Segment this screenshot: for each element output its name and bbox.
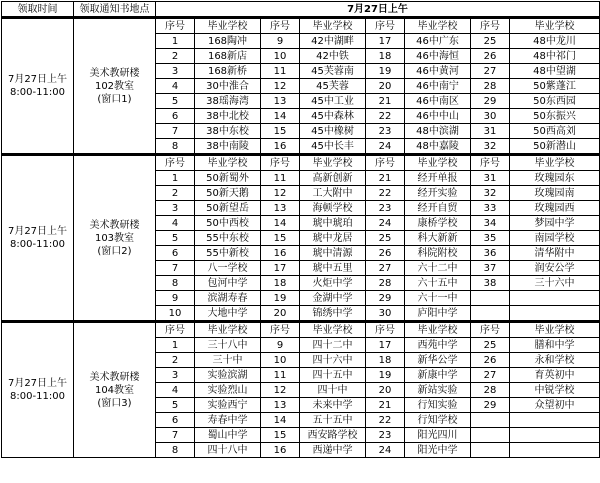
school-cell: 48中嘉陵: [405, 139, 471, 155]
pickup-place-cell: [74, 322, 156, 458]
school-column-header: 毕业学校: [195, 322, 261, 338]
seq-cell: 9: [261, 338, 300, 353]
seq-cell: 22: [366, 413, 405, 428]
school-cell: 玫瑰园西: [510, 201, 600, 216]
school-column-header: 毕业学校: [510, 18, 600, 34]
school-cell: 四十八中: [195, 443, 261, 458]
pickup-time-text: 7月27日上午: [7, 378, 68, 389]
seq-cell: 27: [366, 261, 405, 276]
seq-column-header: 序号: [366, 155, 405, 171]
seq-cell: 24: [366, 216, 405, 231]
pickup-time-cell: [2, 18, 74, 155]
pickup-place-text: 102教室: [94, 80, 135, 92]
seq-cell: 20: [366, 79, 405, 94]
school-cell: 润安公学: [510, 261, 600, 276]
school-cell: [510, 306, 600, 322]
seq-cell: 21: [366, 171, 405, 186]
school-column-header: 毕业学校: [405, 322, 471, 338]
seq-column-header: 序号: [261, 322, 300, 338]
time-column-header: 领取时间: [2, 2, 74, 18]
seq-cell: 28: [366, 276, 405, 291]
seq-cell: 25: [471, 338, 510, 353]
seq-cell: 27: [471, 64, 510, 79]
seq-cell: 19: [366, 368, 405, 383]
school-column-header: 毕业学校: [195, 18, 261, 34]
school-cell: 玫瑰园南: [510, 186, 600, 201]
school-cell: 46中南宁: [405, 79, 471, 94]
school-cell: 蜀山中学: [195, 428, 261, 443]
seq-cell: 28: [471, 383, 510, 398]
seq-cell: 28: [471, 79, 510, 94]
seq-cell: 10: [156, 306, 195, 322]
school-cell: 科大新新: [405, 231, 471, 246]
group-header-row: [2, 155, 600, 171]
school-cell: 48中祁门: [510, 49, 600, 64]
pickup-time-text: 7月27日上午: [7, 226, 68, 237]
school-cell: 新华公学: [405, 353, 471, 368]
pickup-place-text: (窗口2): [97, 245, 132, 257]
pickup-place-cell: [74, 155, 156, 322]
seq-column-header: 序号: [471, 18, 510, 34]
school-cell: 阳光中学: [405, 443, 471, 458]
seq-cell: 2: [156, 353, 195, 368]
school-cell: 46中南区: [405, 94, 471, 109]
seq-column-header: 序号: [471, 155, 510, 171]
school-cell: 五十五中: [300, 413, 366, 428]
seq-cell: 15: [261, 124, 300, 139]
school-cell: 八一学校: [195, 261, 261, 276]
school-column-header: 毕业学校: [195, 155, 261, 171]
seq-cell: 17: [366, 338, 405, 353]
pickup-time-text: 8:00-11:00: [10, 239, 65, 250]
seq-cell: 36: [471, 246, 510, 261]
school-cell: 金湖中学: [300, 291, 366, 306]
seq-column-header: 序号: [471, 322, 510, 338]
date-header: 7月27日上午: [156, 2, 600, 18]
seq-cell: 1: [156, 34, 195, 49]
seq-cell: 37: [471, 261, 510, 276]
seq-cell: 18: [261, 276, 300, 291]
seq-cell: 10: [261, 353, 300, 368]
seq-cell: 31: [471, 171, 510, 186]
school-cell: 55中东校: [195, 231, 261, 246]
seq-cell: 30: [471, 109, 510, 124]
place-column-header: 领取通知书地点: [74, 2, 156, 18]
school-column-header: 毕业学校: [405, 18, 471, 34]
school-cell: 四十中: [300, 383, 366, 398]
school-cell: 清华附中: [510, 246, 600, 261]
school-column-header: 毕业学校: [405, 155, 471, 171]
school-cell: 38中南陵: [195, 139, 261, 155]
seq-cell: 5: [156, 231, 195, 246]
school-cell: [510, 428, 600, 443]
school-column-header: 毕业学校: [510, 322, 600, 338]
seq-cell: 8: [156, 276, 195, 291]
seq-cell: 20: [261, 306, 300, 322]
school-cell: 六十二中: [405, 261, 471, 276]
school-cell: 四十六中: [300, 353, 366, 368]
seq-cell: 21: [366, 94, 405, 109]
seq-cell: 35: [471, 231, 510, 246]
school-cell: 38中东校: [195, 124, 261, 139]
school-cell: 45中工业: [300, 94, 366, 109]
school-cell: 三十六中: [510, 276, 600, 291]
school-cell: 琥中清源: [300, 246, 366, 261]
school-cell: 45芙蓉: [300, 79, 366, 94]
school-cell: 南园学校: [510, 231, 600, 246]
school-cell: 大地中学: [195, 306, 261, 322]
seq-cell: 26: [471, 353, 510, 368]
school-cell: [510, 291, 600, 306]
seq-cell: 4: [156, 216, 195, 231]
school-cell: 48中龙川: [510, 34, 600, 49]
seq-cell: 18: [366, 353, 405, 368]
seq-column-header: 序号: [261, 155, 300, 171]
seq-cell: 23: [366, 428, 405, 443]
pickup-place-text: 103教室: [94, 232, 135, 244]
school-column-header: 毕业学校: [300, 155, 366, 171]
seq-cell: 8: [156, 443, 195, 458]
school-cell: 46中广东: [405, 34, 471, 49]
seq-cell: 6: [156, 413, 195, 428]
school-cell: 50中西校: [195, 216, 261, 231]
school-cell: 50新蜀外: [195, 171, 261, 186]
school-cell: 新站实验: [405, 383, 471, 398]
seq-cell: 11: [261, 368, 300, 383]
pickup-time-text: 8:00-11:00: [10, 391, 65, 402]
seq-cell: 30: [366, 306, 405, 322]
school-cell: 高新创新: [300, 171, 366, 186]
seq-cell: [471, 413, 510, 428]
school-cell: 经开自贸: [405, 201, 471, 216]
seq-cell: 7: [156, 428, 195, 443]
school-cell: 50新潜山: [510, 139, 600, 155]
school-cell: 45芙蓉南: [300, 64, 366, 79]
school-cell: 经开实验: [405, 186, 471, 201]
seq-cell: 14: [261, 109, 300, 124]
seq-column-header: 序号: [156, 322, 195, 338]
seq-cell: 14: [261, 216, 300, 231]
school-cell: 六十一中: [405, 291, 471, 306]
school-cell: 四十五中: [300, 368, 366, 383]
school-cell: 46中海恒: [405, 49, 471, 64]
school-cell: 滨湖寿春: [195, 291, 261, 306]
school-cell: 火炬中学: [300, 276, 366, 291]
seq-cell: 24: [366, 443, 405, 458]
seq-cell: 33: [471, 201, 510, 216]
pickup-time-text: 8:00-11:00: [10, 87, 65, 98]
school-cell: 42中湖畔: [300, 34, 366, 49]
school-cell: 西递中学: [300, 443, 366, 458]
seq-cell: 7: [156, 261, 195, 276]
school-cell: 三十八中: [195, 338, 261, 353]
school-cell: 六十五中: [405, 276, 471, 291]
school-cell: 42中铁: [300, 49, 366, 64]
seq-cell: 31: [471, 124, 510, 139]
seq-cell: 27: [471, 368, 510, 383]
school-cell: 阳光四川: [405, 428, 471, 443]
seq-cell: 20: [366, 383, 405, 398]
pickup-place-text: (窗口1): [97, 93, 132, 105]
pickup-place-text: 美术教研楼: [89, 219, 140, 231]
school-column-header: 毕业学校: [510, 155, 600, 171]
seq-cell: 22: [366, 186, 405, 201]
seq-cell: 32: [471, 186, 510, 201]
school-cell: 实验西宁: [195, 398, 261, 413]
seq-cell: 8: [156, 139, 195, 155]
seq-column-header: 序号: [156, 18, 195, 34]
school-cell: 45中长丰: [300, 139, 366, 155]
seq-cell: 12: [261, 186, 300, 201]
school-cell: 膳和中学: [510, 338, 600, 353]
school-cell: 新康中学: [405, 368, 471, 383]
seq-cell: 7: [156, 124, 195, 139]
seq-cell: 17: [366, 34, 405, 49]
school-cell: 实验烈山: [195, 383, 261, 398]
school-cell: 实验滨湖: [195, 368, 261, 383]
school-cell: [510, 413, 600, 428]
school-cell: 45中森林: [300, 109, 366, 124]
seq-cell: 12: [261, 383, 300, 398]
school-cell: [510, 443, 600, 458]
school-cell: 46中黄河: [405, 64, 471, 79]
seq-cell: 16: [261, 443, 300, 458]
school-cell: 168新桥: [195, 64, 261, 79]
school-cell: 锦绣中学: [300, 306, 366, 322]
school-cell: 包河中学: [195, 276, 261, 291]
school-cell: 琥中龙居: [300, 231, 366, 246]
seq-cell: 32: [471, 139, 510, 155]
seq-cell: [471, 443, 510, 458]
school-cell: 行知学校: [405, 413, 471, 428]
school-cell: 琥中五里: [300, 261, 366, 276]
table-header-row: [2, 2, 600, 18]
seq-column-header: 序号: [366, 322, 405, 338]
seq-cell: 25: [366, 231, 405, 246]
school-cell: 行知实验: [405, 398, 471, 413]
seq-cell: 24: [366, 139, 405, 155]
seq-column-header: 序号: [156, 155, 195, 171]
seq-cell: 15: [261, 428, 300, 443]
group-header-row: [2, 322, 600, 338]
school-cell: 三十中: [195, 353, 261, 368]
seq-cell: 18: [366, 49, 405, 64]
schedule-table: [1, 1, 600, 458]
school-cell: 48中滨湖: [405, 124, 471, 139]
school-cell: 30中淮合: [195, 79, 261, 94]
seq-cell: 4: [156, 79, 195, 94]
school-cell: 50东西园: [510, 94, 600, 109]
seq-cell: 5: [156, 398, 195, 413]
seq-cell: 1: [156, 338, 195, 353]
school-cell: 48中望湖: [510, 64, 600, 79]
seq-cell: 29: [471, 398, 510, 413]
pickup-place-text: (窗口3): [97, 397, 132, 409]
seq-cell: 5: [156, 94, 195, 109]
school-cell: 50东振兴: [510, 109, 600, 124]
seq-cell: 34: [471, 216, 510, 231]
school-cell: 玫瑰园东: [510, 171, 600, 186]
school-cell: 38瑶海湾: [195, 94, 261, 109]
school-cell: 永和学校: [510, 353, 600, 368]
pickup-place-text: 美术教研楼: [89, 371, 140, 383]
group-header-row: [2, 18, 600, 34]
seq-cell: 23: [366, 124, 405, 139]
school-cell: 育英初中: [510, 368, 600, 383]
seq-cell: 9: [156, 291, 195, 306]
school-cell: 寿春中学: [195, 413, 261, 428]
pickup-time-text: 7月27日上午: [7, 74, 68, 85]
pickup-place-text: 美术教研楼: [89, 67, 140, 79]
school-cell: 未来中学: [300, 398, 366, 413]
pickup-place-text: 104教室: [94, 384, 135, 396]
seq-cell: 9: [261, 34, 300, 49]
seq-cell: 10: [261, 49, 300, 64]
seq-cell: 1: [156, 171, 195, 186]
seq-cell: 26: [366, 246, 405, 261]
school-cell: 50新望岳: [195, 201, 261, 216]
school-cell: 四十二中: [300, 338, 366, 353]
school-cell: 梦园中学: [510, 216, 600, 231]
school-cell: 工大附中: [300, 186, 366, 201]
school-cell: 科院附校: [405, 246, 471, 261]
seq-cell: 2: [156, 49, 195, 64]
seq-cell: 13: [261, 94, 300, 109]
school-column-header: 毕业学校: [300, 18, 366, 34]
seq-cell: 13: [261, 201, 300, 216]
seq-cell: 3: [156, 64, 195, 79]
seq-cell: 26: [471, 49, 510, 64]
school-cell: 46中中山: [405, 109, 471, 124]
seq-cell: [471, 428, 510, 443]
school-cell: 琥中琥珀: [300, 216, 366, 231]
school-cell: 45中橡树: [300, 124, 366, 139]
seq-cell: 21: [366, 398, 405, 413]
seq-cell: 25: [471, 34, 510, 49]
school-cell: 西苑中学: [405, 338, 471, 353]
pickup-place-cell: [74, 18, 156, 155]
seq-cell: 38: [471, 276, 510, 291]
seq-cell: 12: [261, 79, 300, 94]
seq-cell: 4: [156, 383, 195, 398]
seq-cell: 3: [156, 201, 195, 216]
seq-cell: 11: [261, 64, 300, 79]
seq-cell: 29: [471, 94, 510, 109]
school-cell: 庐阳中学: [405, 306, 471, 322]
seq-cell: 6: [156, 246, 195, 261]
school-cell: 50西高刘: [510, 124, 600, 139]
seq-cell: 16: [261, 139, 300, 155]
school-cell: 168陶冲: [195, 34, 261, 49]
seq-cell: 23: [366, 201, 405, 216]
school-cell: 众望初中: [510, 398, 600, 413]
seq-column-header: 序号: [366, 18, 405, 34]
school-cell: 50紫蓬江: [510, 79, 600, 94]
seq-cell: [471, 306, 510, 322]
seq-cell: 13: [261, 398, 300, 413]
pickup-time-cell: [2, 155, 74, 322]
school-cell: 中锐学校: [510, 383, 600, 398]
school-cell: 海顿学校: [300, 201, 366, 216]
school-cell: 康桥学校: [405, 216, 471, 231]
school-cell: 168新店: [195, 49, 261, 64]
seq-cell: 17: [261, 261, 300, 276]
seq-cell: 19: [261, 291, 300, 306]
pickup-time-cell: [2, 322, 74, 458]
seq-cell: 14: [261, 413, 300, 428]
seq-cell: 29: [366, 291, 405, 306]
school-cell: 38中北校: [195, 109, 261, 124]
seq-cell: 6: [156, 109, 195, 124]
seq-cell: 15: [261, 231, 300, 246]
seq-cell: 2: [156, 186, 195, 201]
school-cell: 55中新校: [195, 246, 261, 261]
school-column-header: 毕业学校: [300, 322, 366, 338]
school-cell: 50新天鹅: [195, 186, 261, 201]
seq-cell: 11: [261, 171, 300, 186]
seq-cell: 16: [261, 246, 300, 261]
school-cell: 西安路学校: [300, 428, 366, 443]
seq-cell: 19: [366, 64, 405, 79]
seq-cell: 22: [366, 109, 405, 124]
seq-cell: [471, 291, 510, 306]
seq-cell: 3: [156, 368, 195, 383]
seq-column-header: 序号: [261, 18, 300, 34]
school-cell: 经开单报: [405, 171, 471, 186]
